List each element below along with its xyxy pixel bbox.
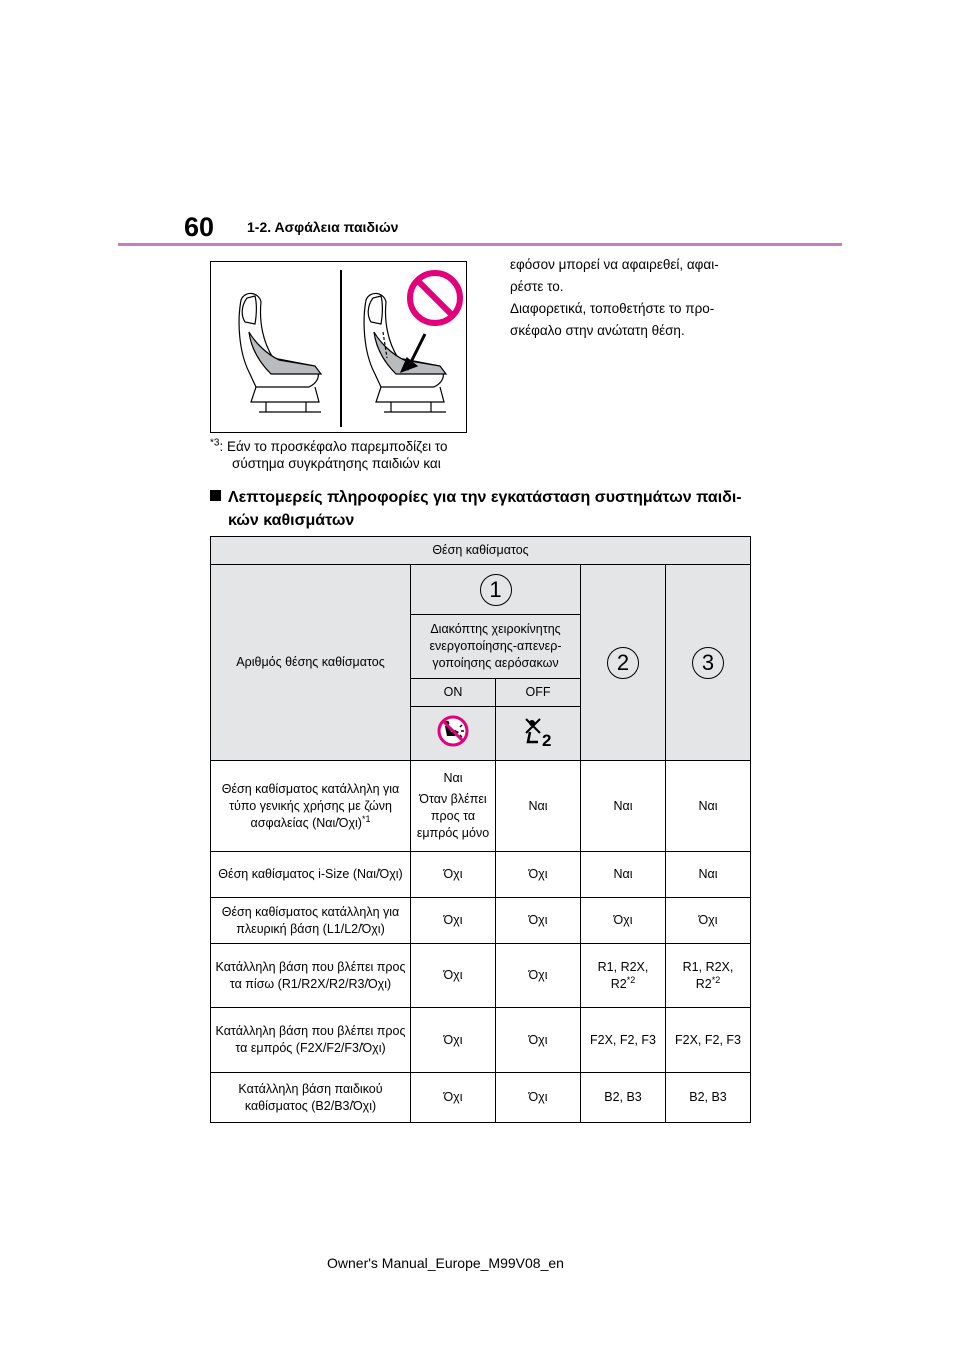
table-cell: Όχι [411,1073,496,1123]
cell-value: R1, R2X, R2 [682,959,734,991]
table-cell: F2X, F2, F3 [666,1008,751,1073]
footnote-line2: σύστημα συγκράτησης παιδιών και [232,456,441,471]
switch-on-label: ON [411,679,496,707]
headrest-illustration [210,261,467,433]
table-row-label [211,761,411,852]
square-bullet-icon [210,490,221,501]
section-title: 1-2. Ασφάλεια παιδιών [247,219,399,235]
table-row-label: Κατάλληλη βάση που βλέπει προς τα εμπρός (F2X/F2/F3/Όχι) [211,1008,411,1073]
table-cell: Ναι [666,761,751,852]
table-cell: Ναι [666,852,751,898]
page-number: 60 [184,212,215,242]
airbag-on-icon [518,714,558,748]
footnote-line1: : Εάν το προσκέφαλο παρεμποδίζει το [219,439,448,454]
table-cell: Όχι [581,898,666,944]
table-cell: Όχι [411,1008,496,1073]
subheading [210,486,760,532]
table-cell: Ναι [496,761,581,852]
table-row-label: Κατάλληλη βάση που βλέπει προς τα πίσω (R1/R2X/R2/R3/Όχι) [211,944,411,1008]
table-cell: F2X, F2, F3 [581,1008,666,1073]
airbag-off-icon [433,714,473,748]
table-cell: Όχι [496,898,581,944]
position-3-badge: 3 [692,647,724,679]
airbag-switch-label: Διακόπτης χειροκίνητης ενεργοποίησης-απενερ-γοποίησης αερόσακων [411,615,581,679]
table-cell [581,944,666,1008]
cell-value: Ναι [443,771,463,785]
table-cell [411,761,496,852]
row-label-text: Θέση καθίσματος κατάλληλη για τύπο γενικής χρήσης με ζώνη ασφαλείας (Ναι/Όχι) [221,781,400,830]
table-cell: Όχι [496,852,581,898]
footnote-mark: *3 [210,437,220,449]
cell-value: R1, R2X, R2 [597,959,649,991]
table-cell: B2, B3 [666,1073,751,1123]
seat-position-3 [666,565,751,761]
subheading-line2: κών καθισμάτων [228,512,355,529]
footer-text: Owner's Manual_Europe_M99V08_en [327,1255,564,1271]
table-cell: Όχι [411,852,496,898]
row-label-sup: *1 [361,813,371,824]
switch-off-label: OFF [496,679,581,707]
table-cell: Ναι [581,852,666,898]
headrest-instructions [510,254,760,342]
table-cell: Ναι [581,761,666,852]
seat-figure-icon [211,262,468,434]
footnote [210,438,490,472]
instruction-line: ρέστε το. [510,279,564,294]
table-cell: Όχι [496,1008,581,1073]
position-1-badge: 1 [480,574,512,606]
instruction-line: σκέφαλο στην ανώτατη θέση. [510,323,685,338]
table-title: Θέση καθίσματος [211,537,751,565]
table-cell: B2, B3 [581,1073,666,1123]
table-row-label: Κατάλληλη βάση παιδικού καθίσματος (B2/B3/Όχι) [211,1073,411,1123]
airbag-off-cell [411,707,496,761]
svg-text:2: 2 [542,731,552,748]
seat-installation-table [210,536,751,1123]
table-row-label: Θέση καθίσματος κατάλληλη για πλευρική βάση (L1/L2/Όχι) [211,898,411,944]
cell-sup: *2 [711,974,721,985]
airbag-on-cell [496,707,581,761]
table-cell [666,944,751,1008]
table-row-label: Θέση καθίσματος i-Size (Ναι/Όχι) [211,852,411,898]
cell-sup: *2 [626,974,636,985]
table-cell: Όχι [496,944,581,1008]
row-header-seat-number: Αριθμός θέσης καθίσματος [211,565,411,761]
seat-position-2 [581,565,666,761]
position-2-badge: 2 [607,647,639,679]
table-cell: Όχι [496,1073,581,1123]
table-cell: Όχι [411,898,496,944]
table-cell: Όχι [411,944,496,1008]
subheading-line1: Λεπτομερείς πληροφορίες για την εγκατάσταση συστημάτων παιδι- [228,489,742,506]
seat-position-1 [411,565,581,615]
table-cell: Όχι [666,898,751,944]
instruction-line: εφόσον μπορεί να αφαιρεθεί, αφαι- [510,257,719,272]
cell-note: Όταν βλέπει προς τα εμπρός μόνο [416,792,490,840]
instruction-line: Διαφορετικά, τοποθετήστε το προ- [510,301,715,316]
header-rule [118,243,842,246]
